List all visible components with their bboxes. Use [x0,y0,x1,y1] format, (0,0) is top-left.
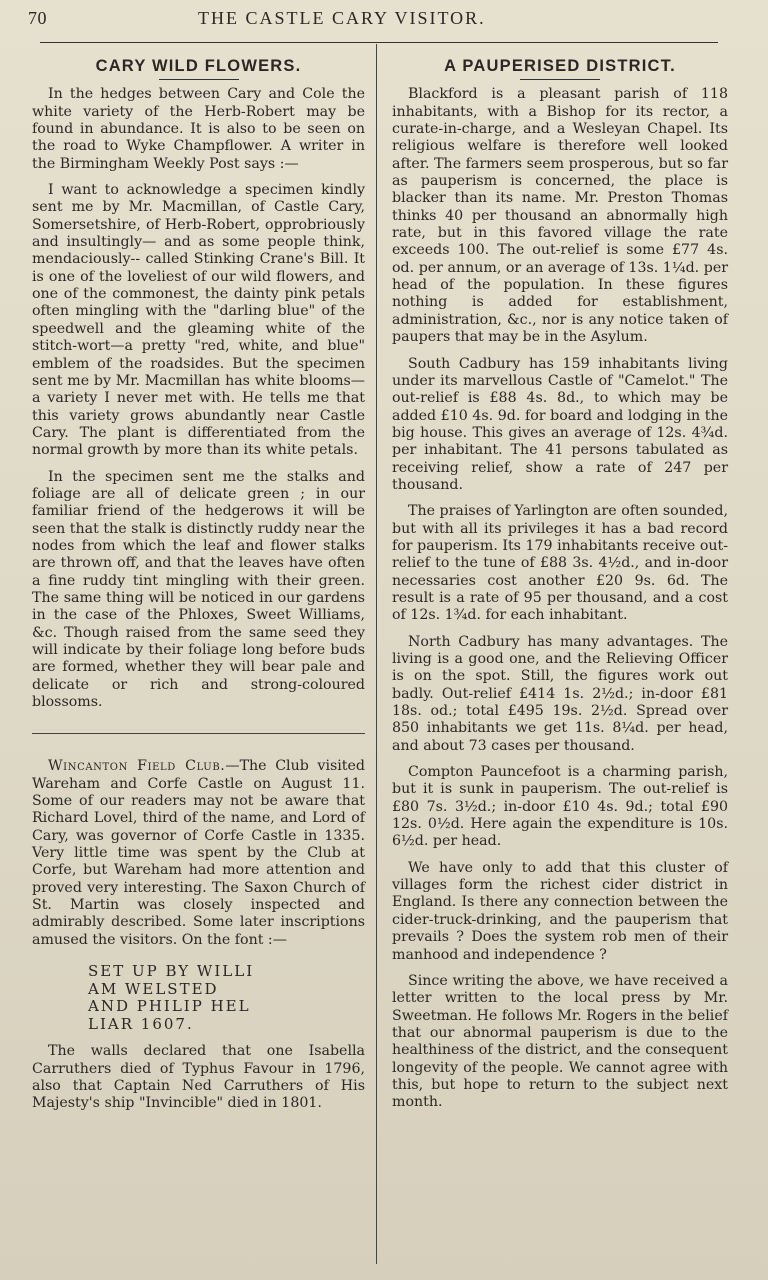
article-title-pauperised: A PAUPERISED DISTRICT. [444,57,676,75]
page-number: 70 [28,8,47,28]
paragraph: Since writing the above, we have received a letter written to the local press by Mr. Sweetman. He follows Mr. Rogers in the belief that our abnormal pauperism is due to the healthiness of the district, and the consequent longevity of the people. We cannot agree with this, but hope to return to the subject next month. [392,972,728,1111]
paragraph: North Cadbury has many advantages. The living is a good one, and the Relieving Officer is on the spot. Still, the figures work out badly. Out-relief £414 1s. 2½d.; in-door £81 18s. od.; total £495 19s. 2½d. Spread over 850 inhabitants we get 11s. 8¼d. per head, and about 73 cases per thousand. [392,633,728,754]
title-rule [520,79,600,80]
paragraph: We have only to add that this cluster of villages form the richest cider district in England. Is there any connection between the cider-truck-drinking, and the pauperism that prevails ? Does the system rob men of their manhood and independence ? [392,859,728,963]
paragraph: The praises of Yarlington are often sounded, but with all its privileges it has a bad record for pauperism. Its 179 inhabitants receive out-relief to the tune of £88 3s. 4½d., and in-door necessaries cost another £20 9s. 6d. The result is a rate of 95 per thousand, and a cost of 12s. 1¾d. for each inhabitant. [392,503,728,624]
club-heading: Wincanton Field Club. [48,758,226,775]
paragraph: In the specimen sent me the stalks and foliage are all of delicate green ; in our familiar friend of the hedgerows it will be seen that the stalk is distinctly ruddy near the nodes from which the leaf and flower stalks are thrown off, and that the leaves have often a fine ruddy tint mingling with their green. The same thing will be noticed in our gardens in the case of the Phloxes, Sweet Williams, &c. Though raised from the same seed they will indicate by their foliage long before buds are formed, whether they will bear pale and delicate or rich and strong-coloured blossoms. [32,468,365,711]
section-rule [32,733,365,734]
left-column [32,52,365,1122]
inscription-line: AM WELSTED [88,979,219,998]
paragraph: Blackford is a pleasant parish of 118 inhabitants, with a Bishop for its rector, a curate-in-charge, and a Wesleyan Chapel. Its religious welfare is therefore well looked after. The farmers seem prosperous, but so far as pauperism is concerned, the place is blacker than its name. Mr. Preston Thomas thinks 40 per thousand an abnormally high rate, but in this favored village the rate exceeds 100. The out-relief is some £77 4s. od. per annum, or an average of 13s. 1¼d. per head of the population. In these figures nothing is added for establishment, administration, &c., nor is any notice taken of paupers that may be in the Asylum. [392,86,728,346]
right-column [392,52,728,1121]
header-rule [40,42,718,43]
column-divider [376,44,377,1264]
paragraph: The walls declared that one Isabella Carruthers died of Typhus Favour in 1796, also that Captain Ned Carruthers of His Majesty's ship "Invincible" died in 1801. [32,1043,365,1112]
club-text: —The Club visited Wareham and Corfe Castle on August 11. Some of our readers may not be aware that Richard Lovel, third of the name, and Lord of Cary, was governor of Corfe Castle in 1335. Very little time was spent by the Club at Corfe, but Wareham had more attention and proved very interesting. The Saxon Church of St. Martin was closely inspected and admirably described. Some later inscriptions amused the visitors. On the font :— [32,758,365,948]
article-title-wild-flowers: CARY WILD FLOWERS. [95,57,302,75]
inscription-line: SET UP BY WILLI [88,962,255,981]
inscription-line: AND PHILIP HEL [88,997,251,1016]
font-inscription [88,963,365,1033]
paragraph: South Cadbury has 159 inhabitants living under its marvellous Castle of "Camelot." The out-relief is £88 4s. 8d., to which may be added £10 4s. 9d. for board and lodging in the big house. This gives an average of 12s. 4¾d. per inhabitant. The 41 persons tabulated as receiving relief, show a rate of 247 per thousand. [392,355,728,493]
running-head: THE CASTLE CARY VISITOR. [198,8,486,28]
paragraph: In the hedges between Cary and Cole the white variety of the Herb-Robert may be found in abundance. It is also to be seen on the road to Wyke Champflower. A writer in the Birmingham Weekly Post says :— [32,86,365,172]
paragraph: I want to acknowledge a specimen kindly sent me by Mr. Macmillan, of Castle Cary, Somersetshire, of Herb-Robert, opprobriously and insultingly— and as some people think, mendaciously-- called Stinking Crane's Bill. It is one of the loveliest of our wild flowers, and one of the commonest, the dainty pink petals often mingling with the "darling blue" of the speedwell and the gleaming white of the stitch-wort—a pretty "red, white, and blue" emblem of the roadsides. But the specimen sent me by Mr. Macmillan has white blooms—a variety I never met with. He tells me that this variety grows abundantly near Castle Cary. The plant is differentiated from the normal growth by more than its white petals. [32,182,365,459]
page-header [28,8,748,32]
title-rule [159,79,239,80]
paragraph: Compton Pauncefoot is a charming parish, but it is sunk in pauperism. The out-relief is £80 7s. 3½d.; in-door £10 4s. 9d.; total £90 12s. 0½d. Here again the expenditure is 10s. 6½d. per head. [392,764,728,850]
inscription-line: LIAR 1607. [88,1014,194,1033]
club-paragraph [32,758,365,949]
